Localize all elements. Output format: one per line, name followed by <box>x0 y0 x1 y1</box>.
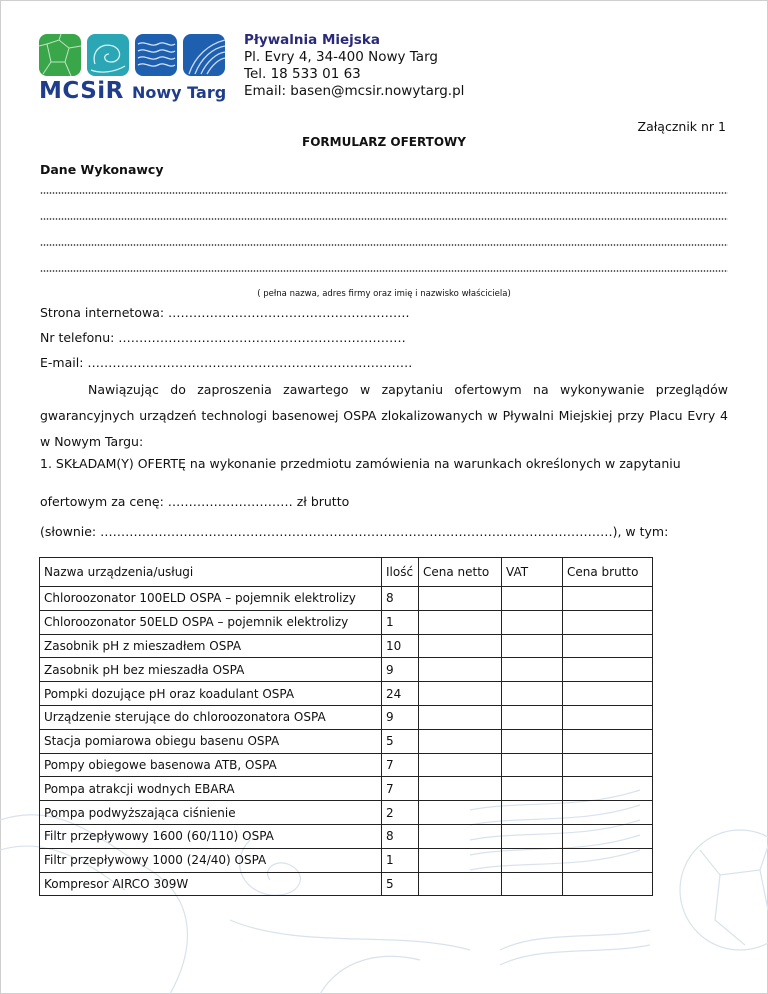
contractor-dotted-line[interactable] <box>40 218 728 220</box>
item-name: Stacja pomiarowa obiegu basenu OSPA <box>40 729 382 753</box>
item-qty: 1 <box>382 848 419 872</box>
item-qty: 8 <box>382 587 419 611</box>
table-row <box>40 658 653 682</box>
item-gross[interactable] <box>563 682 653 706</box>
table-header: Nazwa urządzenia/usługi <box>40 558 382 587</box>
item-name: Chloroozonator 50ELD OSPA – pojemnik elektrolizy <box>40 610 382 634</box>
item-net[interactable] <box>419 634 502 658</box>
item-vat[interactable] <box>502 705 563 729</box>
item-qty: 5 <box>382 729 419 753</box>
item-qty: 7 <box>382 777 419 801</box>
table-row <box>40 824 653 848</box>
table-row <box>40 872 653 896</box>
item-name: Filtr przepływowy 1600 (60/110) OSPA <box>40 824 382 848</box>
table-row <box>40 729 653 753</box>
table-header: Ilość <box>382 558 419 587</box>
item-gross[interactable] <box>563 610 653 634</box>
email-field[interactable]: E-mail: …………………………………………………………………… <box>40 355 413 370</box>
logo-graphic <box>39 34 225 82</box>
item-net[interactable] <box>419 729 502 753</box>
table-row <box>40 682 653 706</box>
table-header: VAT <box>502 558 563 587</box>
item-gross[interactable] <box>563 587 653 611</box>
phone-field[interactable]: Nr telefonu: …………………………………………………………… <box>40 330 406 345</box>
contractor-dotted-line[interactable] <box>40 244 728 246</box>
table-row <box>40 634 653 658</box>
table-row <box>40 777 653 801</box>
item-vat[interactable] <box>502 658 563 682</box>
contractor-hint: ( pełna nazwa, adres firmy oraz imię i nazwisko właściciela) <box>257 289 511 299</box>
table-row <box>40 610 653 634</box>
item-name: Pompki dozujące pH oraz koadulant OSPA <box>40 682 382 706</box>
item-name: Filtr przepływowy 1000 (24/40) OSPA <box>40 848 382 872</box>
item-name: Chloroozonator 100ELD OSPA – pojemnik elektrolizy <box>40 587 382 611</box>
item-qty: 24 <box>382 682 419 706</box>
item-qty: 5 <box>382 872 419 896</box>
item-vat[interactable] <box>502 872 563 896</box>
item-name: Pompy obiegowe basenowa ATB, OSPA <box>40 753 382 777</box>
contractor-dotted-line[interactable] <box>40 270 728 272</box>
offer-price-field[interactable]: ofertowym za cenę: ………………………… zł brutto <box>40 494 350 509</box>
item-net[interactable] <box>419 587 502 611</box>
logo-brand: MCSiR <box>39 78 124 104</box>
item-gross[interactable] <box>563 872 653 896</box>
item-qty: 9 <box>382 658 419 682</box>
item-qty: 10 <box>382 634 419 658</box>
logo-tiles-icon <box>39 34 225 78</box>
price-table <box>39 557 653 896</box>
item-name: Pompa atrakcji wodnych EBARA <box>40 777 382 801</box>
item-vat[interactable] <box>502 777 563 801</box>
organization-name: Pływalnia Miejska <box>244 32 380 48</box>
item-gross[interactable] <box>563 729 653 753</box>
item-gross[interactable] <box>563 777 653 801</box>
item-net[interactable] <box>419 777 502 801</box>
offer-words-field[interactable]: (słownie: ……………………………………………………………………………………………………………), w tym: <box>40 524 669 539</box>
item-vat[interactable] <box>502 682 563 706</box>
item-net[interactable] <box>419 658 502 682</box>
item-vat[interactable] <box>502 587 563 611</box>
item-vat[interactable] <box>502 848 563 872</box>
item-gross[interactable] <box>563 634 653 658</box>
contractor-heading: Dane Wykonawcy <box>40 162 164 177</box>
table-row <box>40 705 653 729</box>
item-gross[interactable] <box>563 801 653 825</box>
intro-paragraph <box>40 377 728 455</box>
item-name: Zasobnik pH bez mieszadła OSPA <box>40 658 382 682</box>
item-gross[interactable] <box>563 705 653 729</box>
table-row <box>40 587 653 611</box>
item-gross[interactable] <box>563 658 653 682</box>
item-name: Kompresor AIRCO 309W <box>40 872 382 896</box>
contractor-dotted-line[interactable] <box>40 192 728 194</box>
item-name: Urządzenie sterujące do chloroozonatora OSPA <box>40 705 382 729</box>
organization-phone: Tel. 18 533 01 63 <box>244 66 361 82</box>
item-gross[interactable] <box>563 753 653 777</box>
organization-block <box>244 32 464 100</box>
item-net[interactable] <box>419 824 502 848</box>
table-row <box>40 848 653 872</box>
table-header-row <box>40 558 653 587</box>
item-vat[interactable] <box>502 824 563 848</box>
logo-subtitle: Nowy Targ <box>132 83 227 102</box>
item-net[interactable] <box>419 610 502 634</box>
item-name: Zasobnik pH z mieszadłem OSPA <box>40 634 382 658</box>
table-header: Cena netto <box>419 558 502 587</box>
item-net[interactable] <box>419 872 502 896</box>
item-vat[interactable] <box>502 610 563 634</box>
organization-address: Pl. Evry 4, 34-400 Nowy Targ <box>244 49 438 65</box>
item-vat[interactable] <box>502 634 563 658</box>
item-net[interactable] <box>419 705 502 729</box>
item-gross[interactable] <box>563 824 653 848</box>
intro-text: Nawiązując do zaproszenia zawartego w zapytaniu ofertowym na wykonywanie przeglądów gwarancyjnych urządzeń technologi basenowej OSPA zlokalizowanych w Pływalni Miejskiej przy Placu Evry 4 w Nowym Targu: <box>40 382 728 449</box>
table-header: Cena brutto <box>563 558 653 587</box>
item-qty: 2 <box>382 801 419 825</box>
item-net[interactable] <box>419 753 502 777</box>
form-title: FORMULARZ OFERTOWY <box>302 135 466 149</box>
table-row <box>40 753 653 777</box>
organization-email: Email: basen@mcsir.nowytarg.pl <box>244 83 465 99</box>
table-row <box>40 801 653 825</box>
item-qty: 1 <box>382 610 419 634</box>
item-name: Pompa podwyższająca ciśnienie <box>40 801 382 825</box>
offer-line-1: 1. SKŁADAM(Y) OFERTĘ na wykonanie przedmiotu zamówienia na warunkach określonych w zapytaniu <box>40 456 681 471</box>
item-qty: 8 <box>382 824 419 848</box>
item-vat[interactable] <box>502 801 563 825</box>
website-field[interactable]: Strona internetowa: …………………………………………………. <box>40 305 410 320</box>
item-vat[interactable] <box>502 753 563 777</box>
item-qty: 9 <box>382 705 419 729</box>
item-qty: 7 <box>382 753 419 777</box>
item-net[interactable] <box>419 682 502 706</box>
item-net[interactable] <box>419 801 502 825</box>
annex-label: Załącznik nr 1 <box>637 119 726 134</box>
item-gross[interactable] <box>563 848 653 872</box>
item-vat[interactable] <box>502 729 563 753</box>
item-net[interactable] <box>419 848 502 872</box>
